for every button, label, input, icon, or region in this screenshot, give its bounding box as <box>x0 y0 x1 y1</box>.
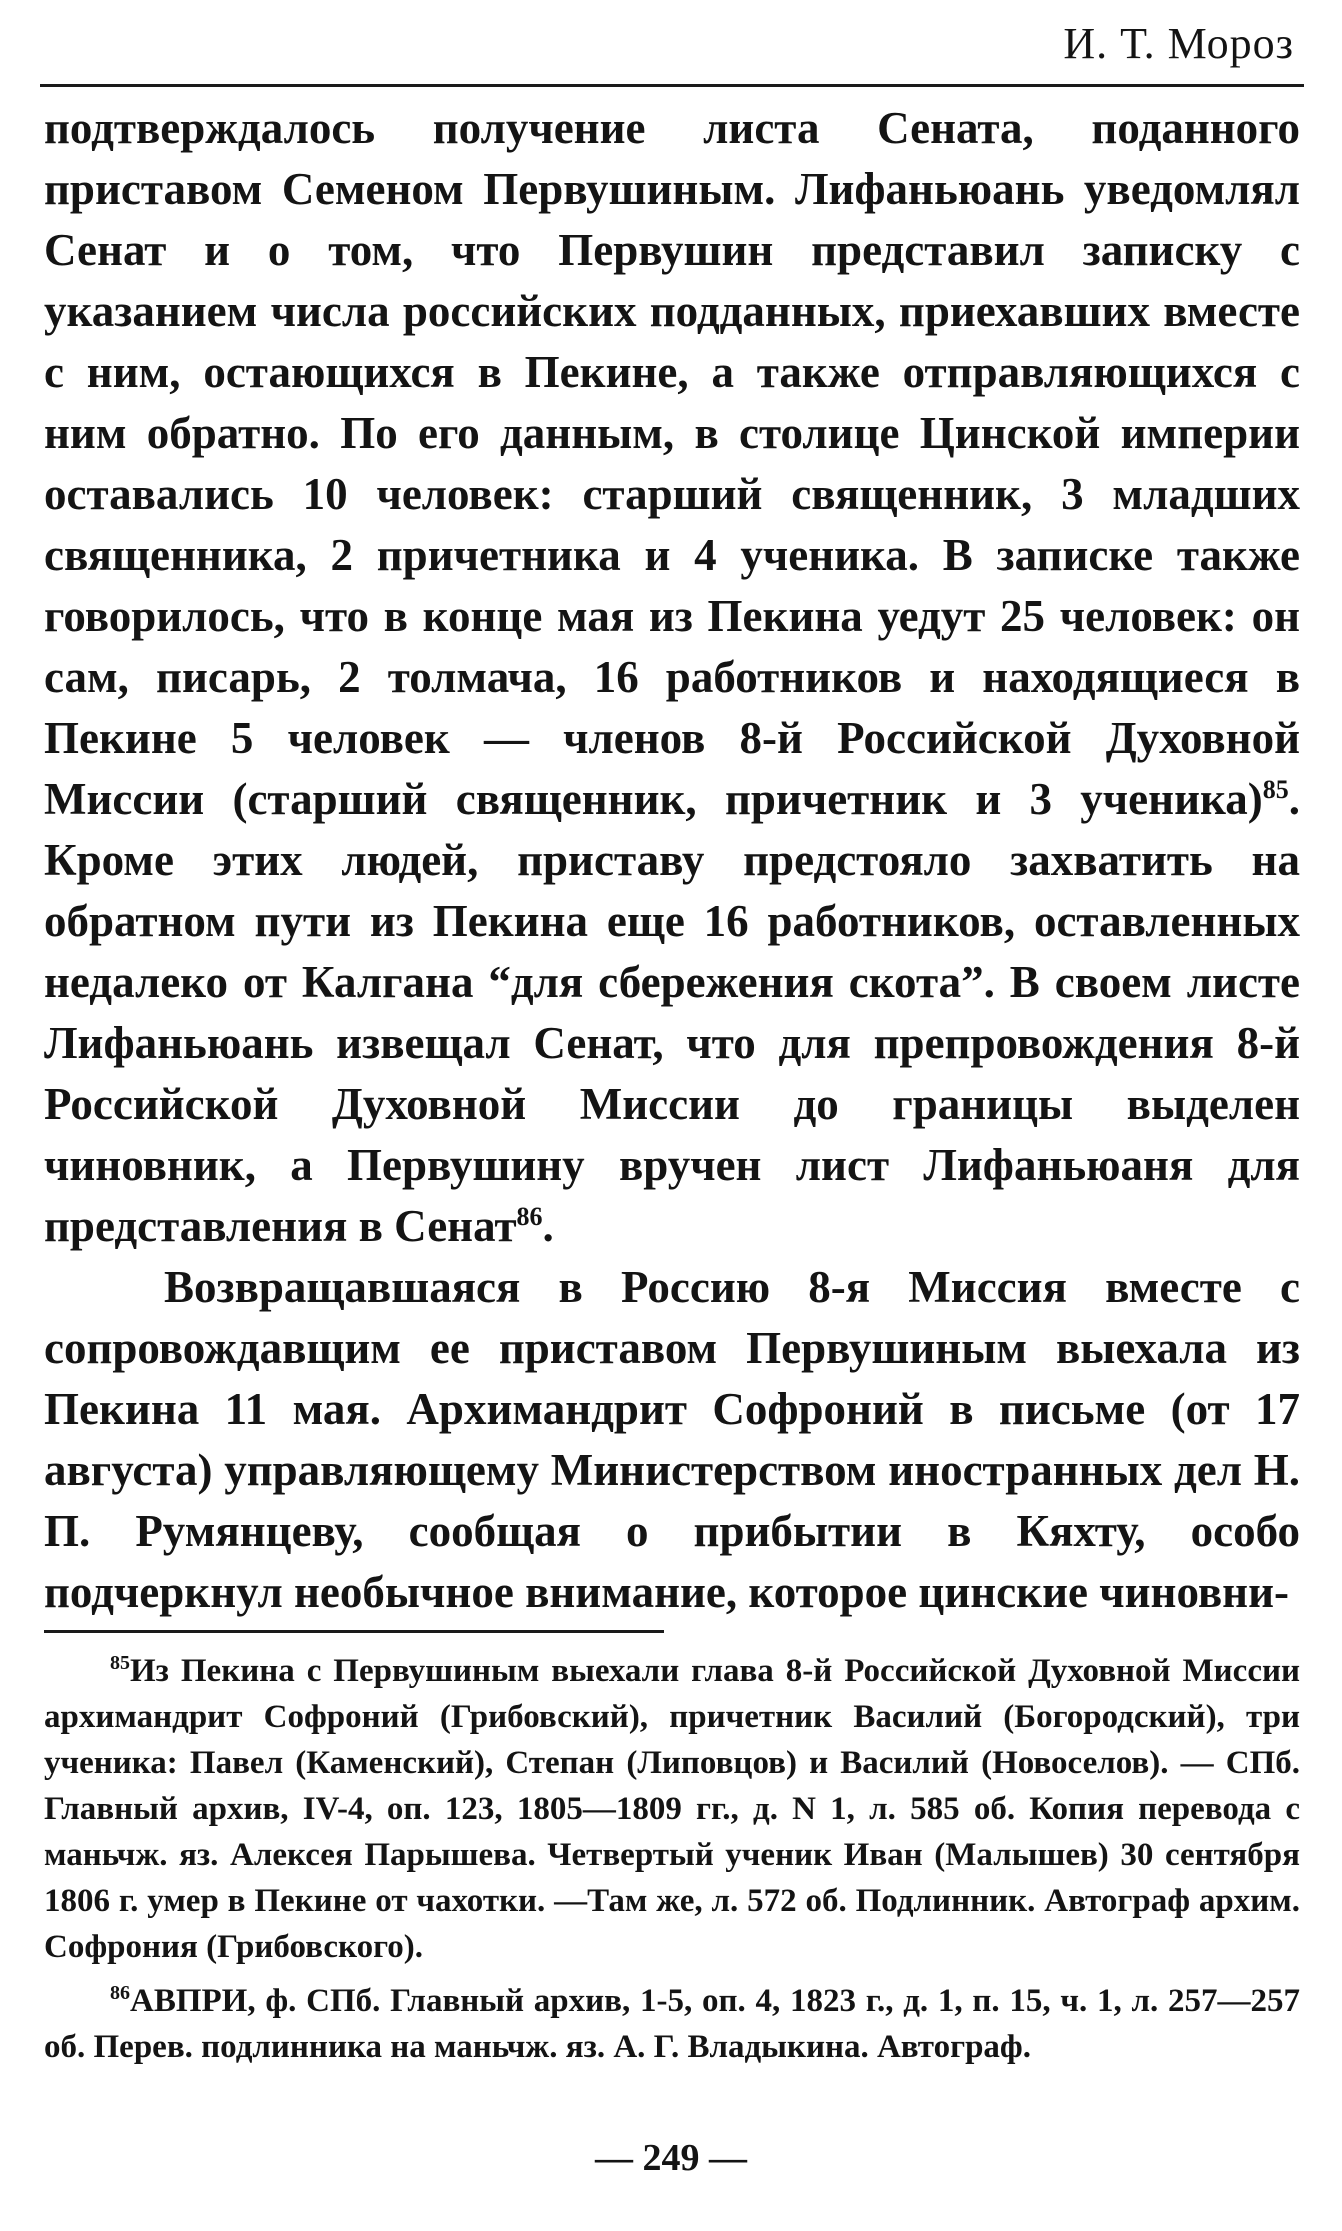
paragraph-1-part-a: подтверждалось получение листа Сената, поданного приставом Семеном Первушиным. Лифаньюань уведомлял Сенат и о том, что Первушин представил записку с указанием числа российских подданных, приехавших вместе с ним, остающихся в Пекине, а также отправляющихся с ним обратно. По его данным, в столице Цинской империи оставались 10 человек: старший священник, 3 младших священника, 2 причетника и 4 ученика. В записке также говорилось, что в конце мая из Пекина уедут 25 человек: он сам, писарь, 2 толмача, 16 работников и находящиеся в Пекине 5 человек — членов 8-й Российской Духовной Миссии (старший священник, причетник и 3 ученика) <box>44 103 1300 824</box>
paragraph-2: Возвращавшаяся в Россию 8-я Миссия вместе с сопровождавщим ее приставом Первушиным выехала из Пекина 11 мая. Архимандрит Софроний в письме (от 17 августа) управляющему Министерством иностранных дел Н. П. Румянцеву, сообщая о прибытии в Кяхту, особо подчеркнул необычное внимание, которое цинские чиновни- <box>44 1262 1300 1617</box>
page-number: — 249 — <box>595 2137 747 2179</box>
footnote-85 <box>44 1648 1300 1970</box>
paragraph-1-part-c: . <box>542 1201 554 1251</box>
footnotes <box>44 1648 1300 2078</box>
footnote-86 <box>44 1978 1300 2070</box>
paragraph-1 <box>44 98 1300 1257</box>
footnote-rule <box>44 1630 664 1633</box>
footnote-85-number: 85 <box>110 1652 130 1674</box>
footnote-86-text: АВПРИ, ф. СПб. Главный архив, 1-5, оп. 4, 1823 г., д. 1, п. 15, ч. 1, л. 257—257 об. Перев. подлинника на маньчж. яз. А. Г. Владыкина. Автограф. <box>44 1983 1300 2065</box>
footnote-ref-85: 85 <box>1262 775 1289 804</box>
running-header: И. Т. Мороз <box>1063 19 1294 68</box>
footnote-85-text: Из Пекина с Первушиным выехали глава 8-й Российской Духовной Миссии архимандрит Софроний (Грибовский), причетник Василий (Богородский), три ученика: Павел (Каменский), Степан (Липовцов) и Василий (Новоселов). — СПб. Главный архив, IV-4, оп. 123, 1805—1809 гг., д. N 1, л. 585 об. Копия перевода с маньчж. яз. Алексея Парышева. Четвертый ученик Иван (Малышев) 30 сентября 1806 г. умер в Пекине от чахотки. —Там же, л. 572 об. Подлинник. Автограф архим. Софрония (Грибовского). <box>44 1653 1300 1965</box>
main-text <box>44 98 1300 1623</box>
footnote-86-number: 86 <box>110 1982 130 2004</box>
header-rule <box>40 84 1304 87</box>
paragraph-1-part-b: . Кроме этих людей, приставу предстояло захватить на обратном пути из Пекина еще 16 работников, оставленных недалеко от Калгана “для сбережения скота”. В своем листе Лифаньюань извещал Сенат, что для препровождения 8-й Российской Духовной Миссии до границы выделен чиновник, а Первушину вручен лист Лифаньюаня для представления в Сенат <box>44 774 1300 1251</box>
footnote-ref-86: 86 <box>516 1202 543 1231</box>
